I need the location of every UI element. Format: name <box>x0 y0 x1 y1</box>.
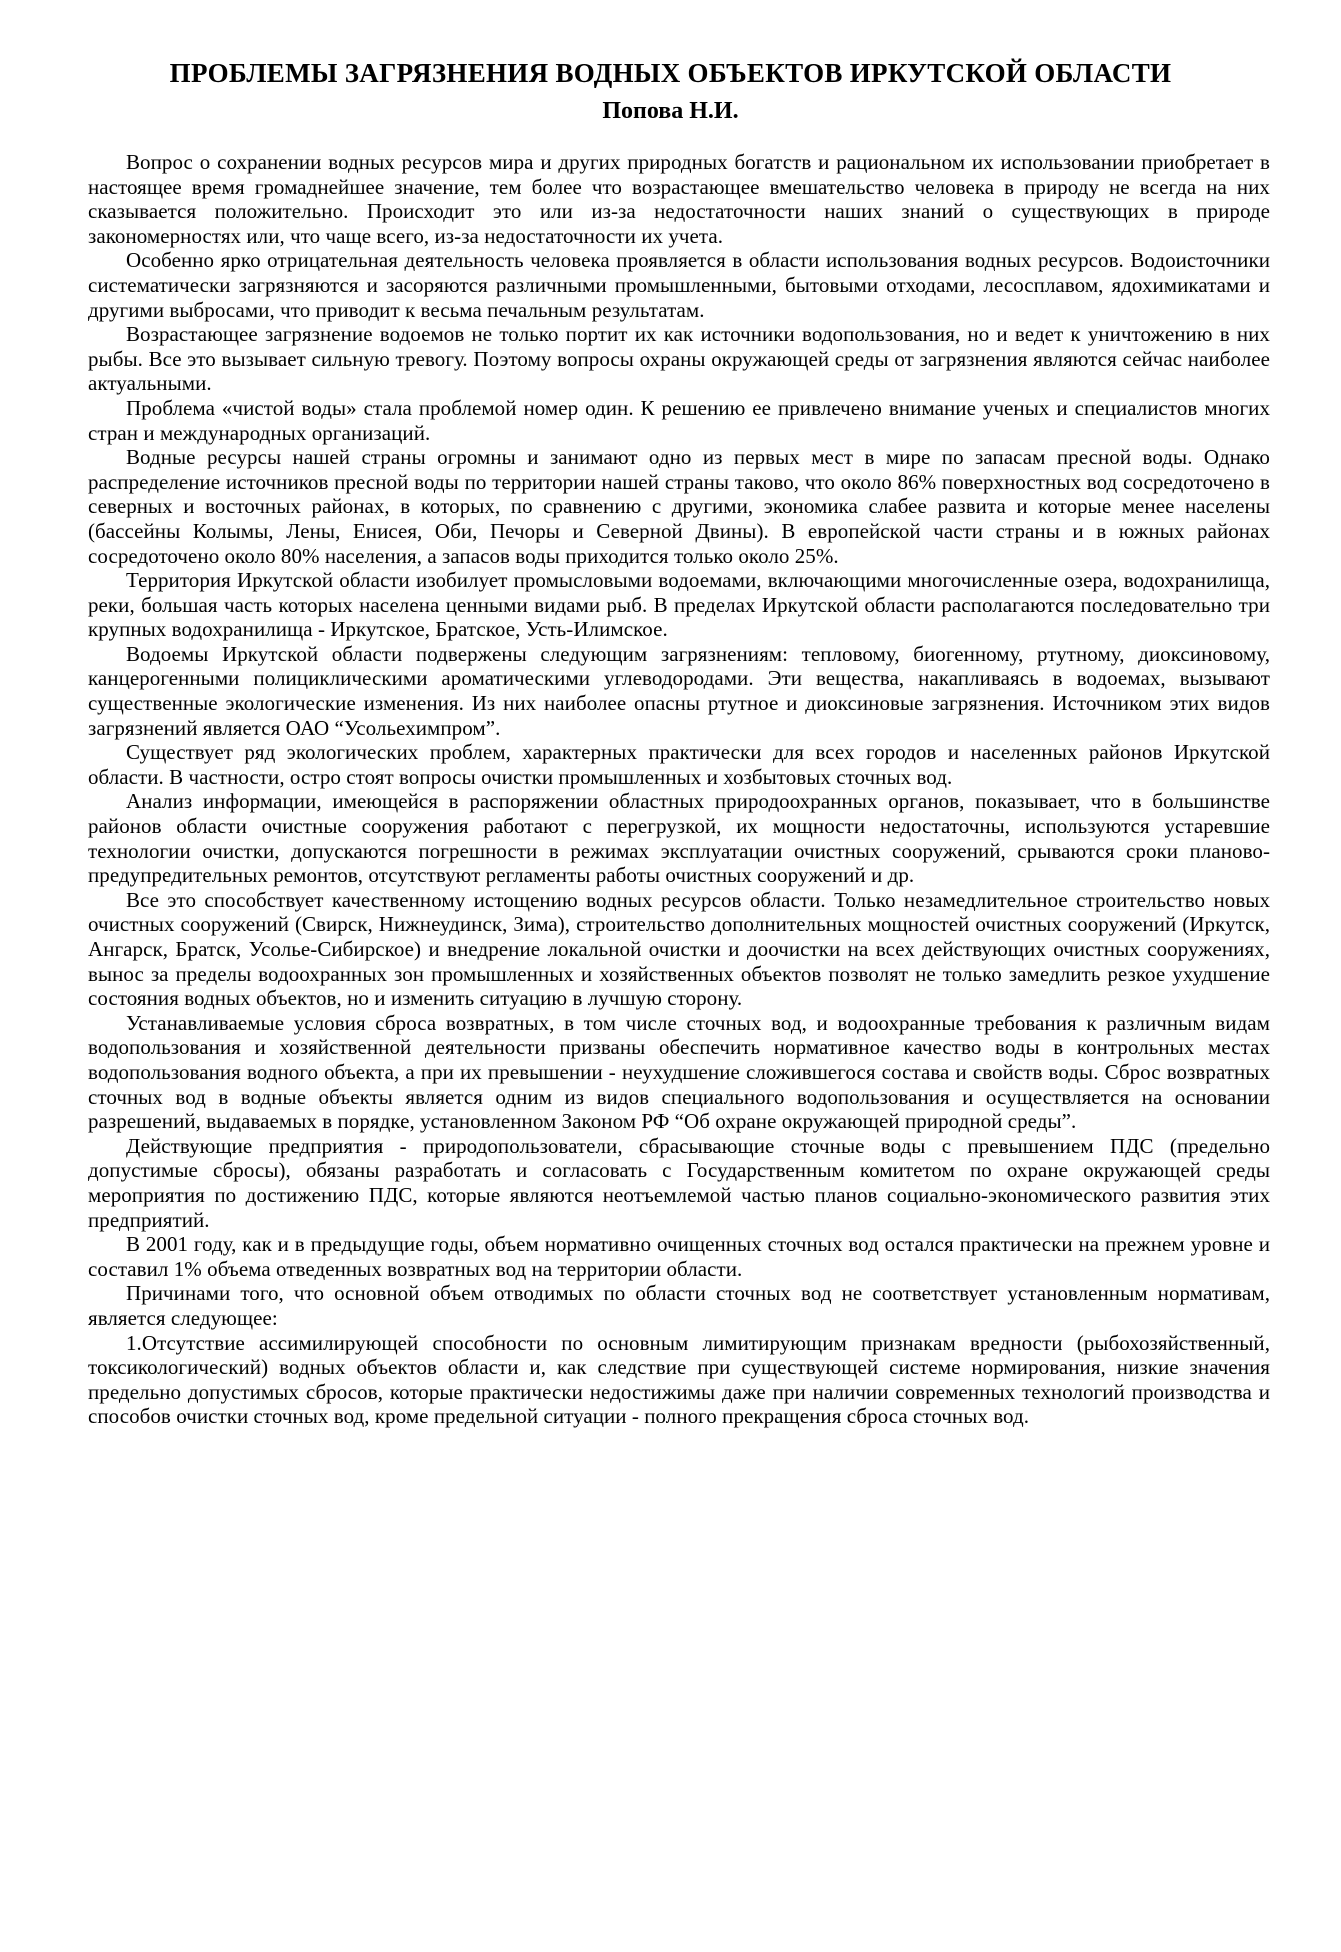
document-title: ПРОБЛЕМЫ ЗАГРЯЗНЕНИЯ ВОДНЫХ ОБЪЕКТОВ ИРКУТСКОЙ ОБЛАСТИ <box>169 58 1172 88</box>
document-author: Попова Н.И. <box>602 98 739 124</box>
body-paragraph: Вопрос о сохранении водных ресурсов мира и других природных богатств и рациональном их использовании приобретает в настоящее время громаднейшее значение, тем более что возрастающее вмешательство человека в природу не всегда на них сказывается положительно. Происходит это или из-за недостаточности наших знаний о существующих в природе закономерностях или, что чаще всего, из-за недостаточности их учета. <box>88 150 1270 248</box>
list-item: 1.Отсутствие ассимилирующей способности по основным лимитирующим признакам вредности (рыбохозяйственный, токсикологический) водных объектов области и, как следствие при существующей системе нормирования, низкие значения предельно допустимых сбросов, которые практически недостижимы даже при наличии современных технологий производства и способов очистки сточных вод, кроме предельной ситуации - полного прекращения сброса сточных вод. <box>88 1330 1270 1429</box>
body-paragraph: Проблема «чистой воды» стала проблемой номер один. К решению ее привлечено внимание ученых и специалистов многих стран и международных организаций. <box>88 395 1270 445</box>
body-paragraph: Водные ресурсы нашей страны огромны и занимают одно из первых мест в мире по запасам пресной воды. Однако распределение источников пресной воды по территории нашей страны таково, что около 86% поверхностных вод сосредоточено в северных и восточных районах, в которых, по сравнению с другими, экономика слабее развита и которые менее населены (бассейны Колымы, Лены, Енисея, Оби, Печоры и Северной Двины). В европейской части страны и в южных районах сосредоточено около 80% населения, а запасов воды приходится только около 25%. <box>88 445 1270 568</box>
body-paragraph: Особенно ярко отрицательная деятельность человека проявляется в области использования водных ресурсов. Водоисточники систематически загрязняются и засоряются различными промышленными, бытовыми отходами, лесосплавом, ядохимикатами и другими выбросами, что приводит к весьма печальным результатам. <box>88 248 1270 322</box>
body-paragraph: Анализ информации, имеющейся в распоряжении областных природоохранных органов, показывает, что в большинстве районов области очистные сооружения работают с перегрузкой, их мощности недостаточны, используются устаревшие технологии очистки, допускаются погрешности в режимах эксплуатации очистных сооружений, срываются сроки планово-предупредительных ремонтов, отсутствуют регламенты работы очистных сооружений и др. <box>88 789 1270 888</box>
document-body <box>88 150 1270 1429</box>
body-paragraph: Существует ряд экологических проблем, характерных практически для всех городов и населенных районов Иркутской области. В частности, остро стоят вопросы очистки промышленных и хозбытовых сточных вод. <box>88 740 1270 789</box>
body-paragraph: Возрастающее загрязнение водоемов не только портит их как источники водопользования, но и ведет к уничтожению в них рыбы. Все это вызывает сильную тревогу. Поэтому вопросы охраны окружающей среды от загрязнения являются сейчас наиболее актуальными. <box>88 322 1270 396</box>
body-paragraph: Территория Иркутской области изобилует промысловыми водоемами, включающими многочисленные озера, водохранилища, реки, большая часть которых населена ценными видами рыб. В пределах Иркутской области располагаются последовательно три крупных водохранилища - Иркутское, Братское, Усть-Илимское. <box>88 568 1270 642</box>
body-paragraph: Действующие предприятия - природопользователи, сбрасывающие сточные воды с превышением ПДС (предельно допустимые сбросы), обязаны разработать и согласовать с Государственным комитетом по охране окружающей среды мероприятия по достижению ПДС, которые являются неотъемлемой частью планов социально-экономического развития этих предприятий. <box>88 1133 1270 1232</box>
body-paragraph: Водоемы Иркутской области подвержены следующим загрязнениям: тепловому, биогенному, ртутному, диоксиновому, канцерогенными полициклическими ароматическими углеводородами. Эти вещества, накапливаясь в водоемах, вызывают существенные экологические изменения. Из них наиболее опасны ртутное и диоксиновые загрязнения. Источником этих видов загрязнений является ОАО “Усольехимпром”. <box>88 641 1270 740</box>
body-paragraph: Все это способствует качественному истощению водных ресурсов области. Только незамедлительное строительство новых очистных сооружений (Свирск, Нижнеудинск, Зима), строительство дополнительных мощностей очистных сооружений (Иркутск, Ангарск, Братск, Усолье-Сибирское) и внедрение локальной очистки и доочистки на всех действующих очистных сооружениях, вынос за пределы водоохранных зон промышленных и хозяйственных объектов позволят не только замедлить резкое ухудшение состояния водных объектов, но и изменить ситуацию в лучшую сторону. <box>88 887 1270 1011</box>
body-paragraph: Причинами того, что основной объем отводимых по области сточных вод не соответствует установленным нормативам, является следующее: <box>88 1281 1270 1330</box>
body-paragraph: В 2001 году, как и в предыдущие годы, объем нормативно очищенных сточных вод остался практически на прежнем уровне и составил 1% объема отведенных возвратных вод на территории области. <box>88 1232 1270 1281</box>
body-paragraph: Устанавливаемые условия сброса возвратных, в том числе сточных вод, и водоохранные требования к различным видам водопользования и хозяйственной деятельности призваны обеспечить нормативное качество воды в контрольных местах водопользования водного объекта, а при их превышении - неухудшение сложившегося состава и свойств воды. Сброс возвратных сточных вод в водные объекты является одним из видов специального водопользования и осуществляется на основании разрешений, выдаваемых в порядке, установленном Законом РФ “Об охране окружающей природной среды”. <box>88 1010 1270 1134</box>
